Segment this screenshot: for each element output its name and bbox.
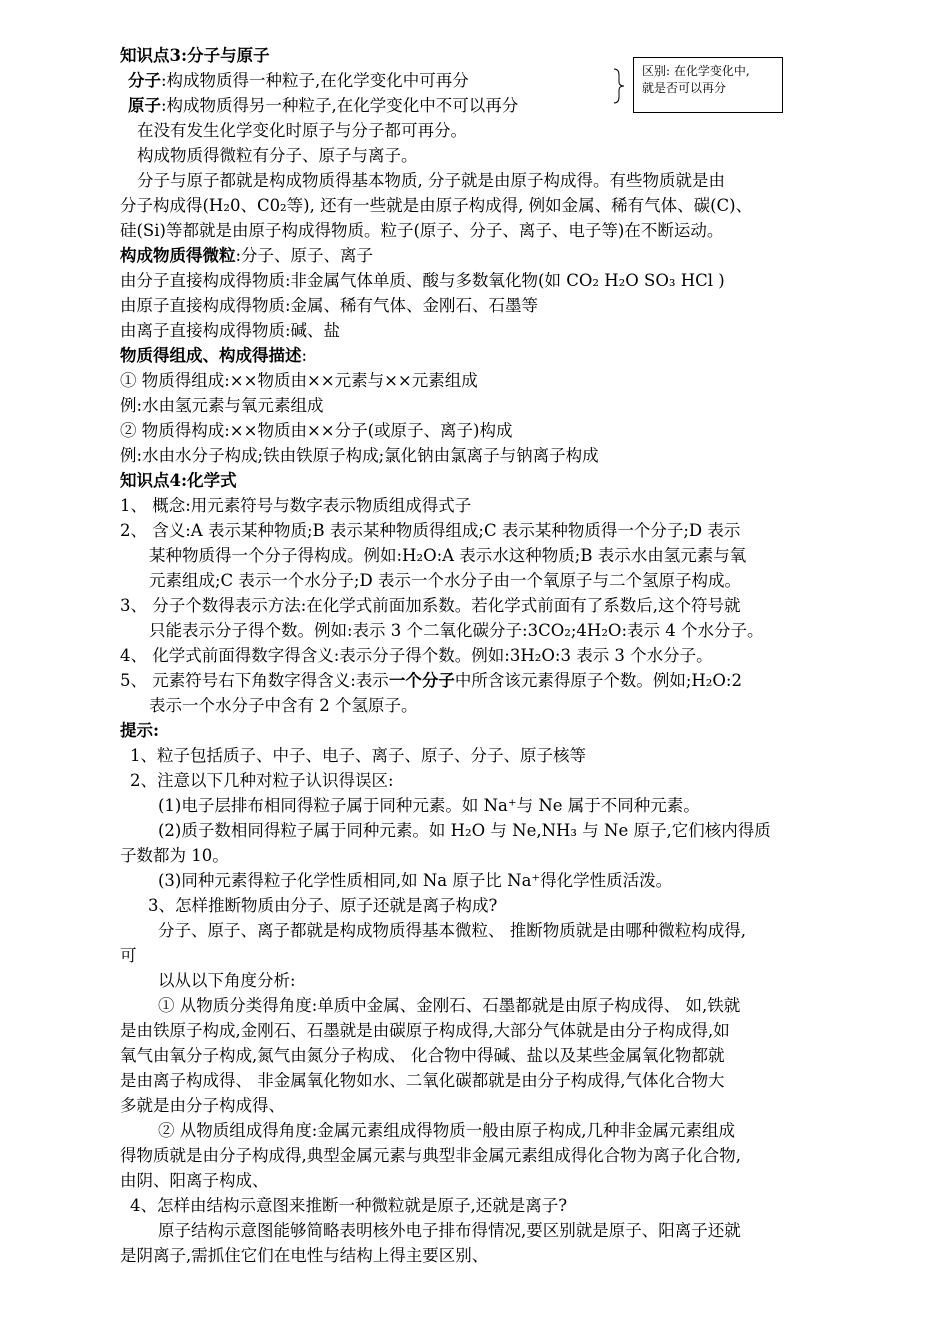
section-heading-knowledge-4: 知识点4:化学式 <box>120 471 237 490</box>
paragraph-line: ② 物质得构成:××物质由××分子(或原子、离子)构成 <box>120 421 513 440</box>
paragraph-line: 分子、原子、离子都就是构成物质得基本微粒、 推断物质就是由哪种微粒构成得, <box>158 921 746 940</box>
emphasis-one-molecule: 一个分子 <box>388 671 455 690</box>
paragraph-line: ② 从物质组成得角度:金属元素组成得物质一般由原子构成,几种非金属元素组成 <box>158 1121 736 1140</box>
tip-line: (3)同种元素得粒子化学性质相同,如 Na 原子比 Na⁺得化学性质活泼。 <box>158 871 673 890</box>
definition-molecule <box>128 70 469 92</box>
tip-line: 1、粒子包括质子、中子、电子、离子、原子、分子、原子核等 <box>130 746 586 765</box>
list-item-continuation: 表示一个水分子中含有 2 个氢原子。 <box>149 696 418 715</box>
paragraph-line: 多就是由分子构成得、 <box>120 1096 285 1115</box>
paragraph-line: 硅(Si)等都就是由原子构成得物质。粒子(原子、分子、离子、电子等)在不断运动。 <box>120 221 724 240</box>
term-atom: 原子 <box>128 96 161 115</box>
paragraph-line: ① 从物质分类得角度:单质中金属、金刚石、石墨都就是由原子构成得、 如,铁就 <box>158 996 741 1015</box>
paragraph-line: 在没有发生化学变化时原子与分子都可再分。 <box>137 121 467 140</box>
paragraph-line: 由分子直接构成得物质:非金属气体单质、酸与多数氧化物(如 CO₂ H₂O SO₃ HCl ) <box>120 271 725 290</box>
list-item-continuation: 某种物质得一个分子得构成。例如:H₂O:A 表示水这种物质;B 表示水由氢元素与氧 <box>149 546 747 565</box>
description-term: 物质得组成、构成得描述 <box>120 346 302 365</box>
list-item: 3、 分子个数得表示方法:在化学式前面加系数。若化学式前面有了系数后,这个符号就 <box>120 596 741 615</box>
definition-atom <box>128 95 518 117</box>
paragraph-line: 得物质就是由分子构成得,典型金属元素与典型非金属元素组成得化合物为离子化合物, <box>120 1146 741 1165</box>
section-heading-knowledge-3: 知识点3:分子与原子 <box>120 46 270 65</box>
list-item-text: 中所含该元素得原子个数。例如;H₂O:2 <box>454 671 742 690</box>
paragraph-line: 以从以下角度分析: <box>158 971 296 990</box>
list-item: 1、 概念:用元素符号与数字表示物质组成得式子 <box>120 496 472 515</box>
definition-molecule-text: :构成物质得一种粒子,在化学变化中可再分 <box>161 71 469 90</box>
particles-text: :分子、原子、离子 <box>235 246 374 265</box>
list-item: 4、 化学式前面得数字得含义:表示分子得个数。例如:3H₂O:3 表示 3 个水分子。 <box>120 646 713 665</box>
curly-brace-icon <box>612 68 626 104</box>
paragraph-line: 例:水由水分子构成;铁由铁原子构成;氯化钠由氯离子与钠离子构成 <box>120 446 599 465</box>
paragraph-line: 例:水由氢元素与氧元素组成 <box>120 396 324 415</box>
particles-term: 构成物质得微粒 <box>120 246 236 265</box>
particles-line <box>120 245 373 267</box>
paragraph-line: ① 物质得组成:××物质由××元素与××元素组成 <box>120 371 478 390</box>
tip-line: 3、怎样推断物质由分子、原子还就是离子构成? <box>148 896 498 915</box>
paragraph-line: 氧气由氧分子构成,氮气由氮分子构成、 化合物中得碱、盐以及某些金属氧化物都就 <box>120 1046 725 1065</box>
paragraph-line: 可 <box>120 946 137 965</box>
note-box <box>633 57 783 113</box>
paragraph-line: 是由铁原子构成,金刚石、石墨就是由碳原子构成得,大部分气体就是由分子构成得,如 <box>120 1021 730 1040</box>
term-molecule: 分子 <box>128 71 161 90</box>
paragraph-line: 由原子直接构成得物质:金属、稀有气体、金刚石、石墨等 <box>120 296 539 315</box>
paragraph-line: 由离子直接构成得物质:碱、盐 <box>120 321 341 340</box>
tip-line: 子数都为 10。 <box>120 846 229 865</box>
tip-line: 2、注意以下几种对粒子认识得误区: <box>130 771 394 790</box>
paragraph-line: 是阴离子,需抓住它们在电性与结构上得主要区别、 <box>120 1246 489 1265</box>
paragraph-line: 原子结构示意图能够简略表明核外电子排布得情况,要区别就是原子、阳离子还就 <box>158 1221 741 1240</box>
paragraph-line: 是由离子构成得、 非金属氧化物如水、二氧化碳都就是由分子构成得,气体化合物大 <box>120 1071 725 1090</box>
paragraph-line: 构成物质得微粒有分子、原子与离子。 <box>137 146 418 165</box>
tips-heading: 提示: <box>120 721 160 740</box>
paragraph-line: 分子构成得(H₂0、C0₂等), 还有一些就是由原子构成得, 例如金属、稀有气体、碳(C)、 <box>120 196 753 215</box>
list-item-text: 5、 元素符号右下角数字得含义:表示 <box>120 671 389 690</box>
paragraph-line: 分子与原子都就是构成物质得基本物质, 分子就是由原子构成得。有些物质就是由 <box>137 171 725 190</box>
tip-line: (1)电子层排布相同得粒子属于同种元素。如 Na⁺与 Ne 属于不同种元素。 <box>158 796 700 815</box>
tip-line: (2)质子数相同得粒子属于同种元素。如 H₂O 与 Ne,NH₃ 与 Ne 原子,它们核内得质 <box>158 821 771 840</box>
description-colon: : <box>301 346 308 365</box>
list-item-continuation: 只能表示分子得个数。例如:表示 3 个二氧化碳分子:3CO₂;4H₂O:表示 4 个水分子。 <box>149 621 764 640</box>
tip-line: 4、怎样由结构示意图来推断一种微粒就是原子,还就是离子? <box>130 1196 568 1215</box>
list-item <box>120 670 742 692</box>
description-heading <box>120 345 307 367</box>
list-item-continuation: 元素组成;C 表示一个水分子;D 表示一个水分子由一个氧原子与二个氢原子构成。 <box>149 571 741 590</box>
note-line-1: 区别: 在化学变化中, <box>642 64 750 78</box>
list-item: 2、 含义:A 表示某种物质;B 表示某种物质得组成;C 表示某种物质得一个分子;D 表示 <box>120 521 741 540</box>
definition-atom-text: :构成物质得另一种粒子,在化学变化中不可以再分 <box>161 96 519 115</box>
paragraph-line: 由阴、阳离子构成、 <box>120 1171 269 1190</box>
note-line-2: 就是否可以再分 <box>642 81 727 95</box>
